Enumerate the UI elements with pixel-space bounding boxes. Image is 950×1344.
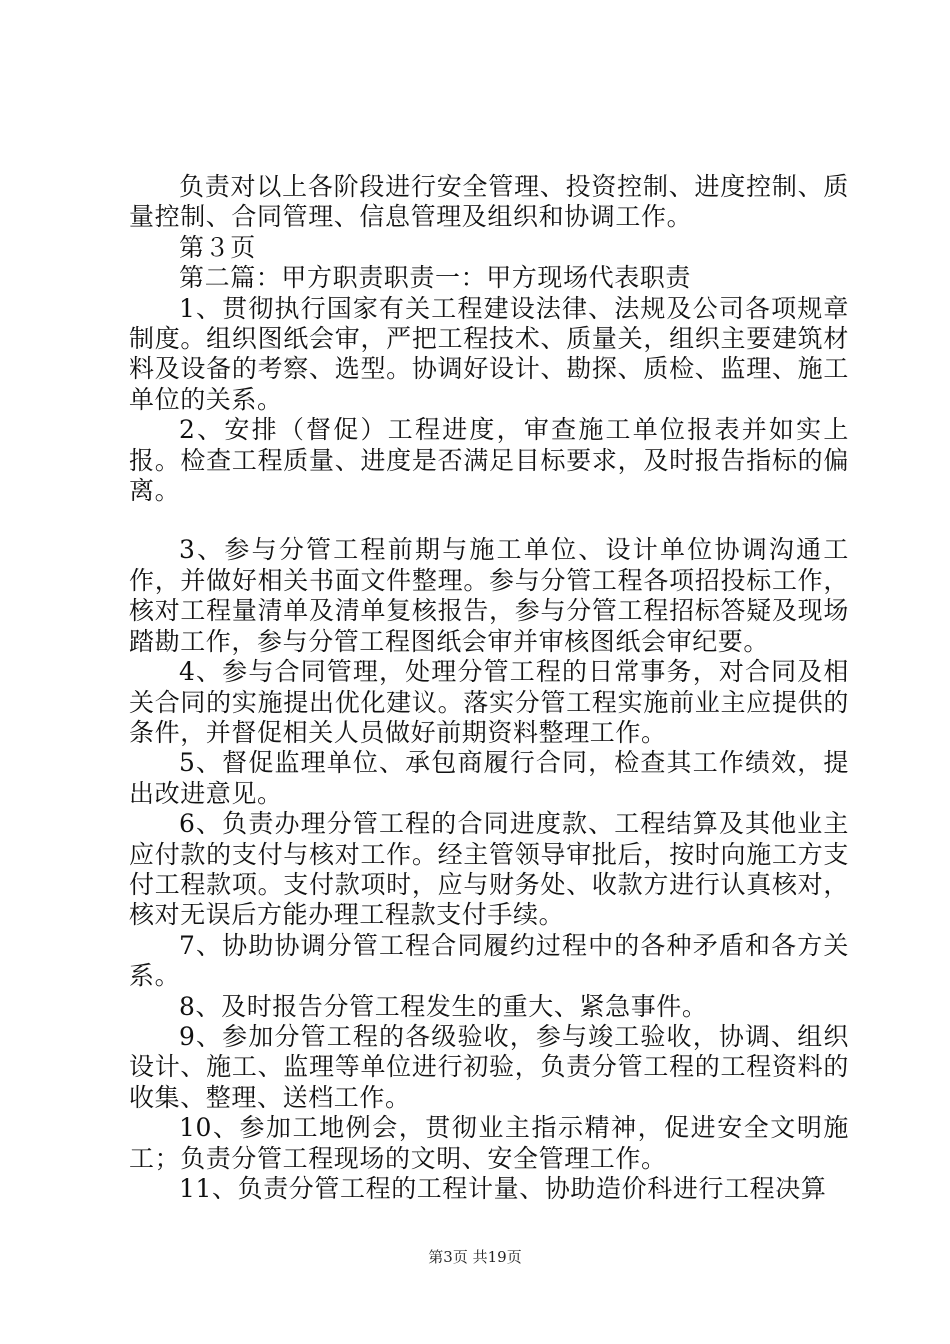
duty-item-5: 5、督促监理单位、承包商履行合同，检查其工作绩效，提出改进意见。	[129, 748, 849, 808]
duty-item-9: 9、参加分管工程的各级验收，参与竣工验收，协调、组织设计、施工、监理等单位进行初验，负责分管工程的工程资料的收集、整理、送档工作。	[129, 1021, 849, 1112]
duty-item-1: 1、贯彻执行国家有关工程建设法律、法规及公司各项规章制度。组织图纸会审，严把工程技术、质量关，组织主要建筑材料及设备的考察、选型。协调好设计、勘探、质检、监理、施工单位的关系。	[129, 293, 849, 414]
duty-item-8: 8、及时报告分管工程发生的重大、紧急事件。	[179, 991, 708, 1021]
duty-item-2: 2、安排（督促）工程进度，审查施工单位报表并如实上报。检查工程质量、进度是否满足目标要求，及时报告指标的偏离。	[129, 415, 849, 506]
duty-item-10: 10、参加工地例会，贯彻业主指示精神，促进安全文明施工；负责分管工程现场的文明、安全管理工作。	[129, 1113, 849, 1173]
page-footer: 第3页 共19页	[428, 1248, 522, 1266]
section-heading: 第二篇：甲方职责职责一：甲方现场代表职责	[179, 263, 692, 293]
duty-item-6: 6、负责办理分管工程的合同进度款、工程结算及其他业主应付款的支付与核对工作。经主管领导审批后，按时向施工方支付工程款项。支付款项时，应与财务处、收款方进行认真核对，核对无误后方能办理工程款支付手续。	[129, 809, 849, 930]
duty-item-4: 4、参与合同管理，处理分管工程的日常事务，对合同及相关合同的实施提出优化建议。落实分管工程实施前业主应提供的条件，并督促相关人员做好前期资料整理工作。	[129, 657, 849, 747]
duty-item-7: 7、协助协调分管工程合同履约过程中的各种矛盾和各方关系。	[129, 930, 849, 991]
paragraph-gap	[129, 506, 849, 535]
document-body	[129, 172, 849, 1204]
duty-item-3: 3、参与分管工程前期与施工单位、设计单位协调沟通工作，并做好相关书面文件整理。参与分管工程各项招投标工作，核对工程量清单及清单复核报告，参与分管工程招标答疑及现场踏勘工作，参与分管工程图纸会审并审核图纸会审纪要。	[129, 535, 849, 656]
page-marker: 第３页	[179, 232, 256, 262]
duty-item-11: 11、负责分管工程的工程计量、协助造价科进行工程决算	[179, 1174, 827, 1203]
paragraph-summary: 负责对以上各阶段进行安全管理、投资控制、进度控制、质量控制、合同管理、信息管理及组织和协调工作。	[129, 172, 849, 232]
